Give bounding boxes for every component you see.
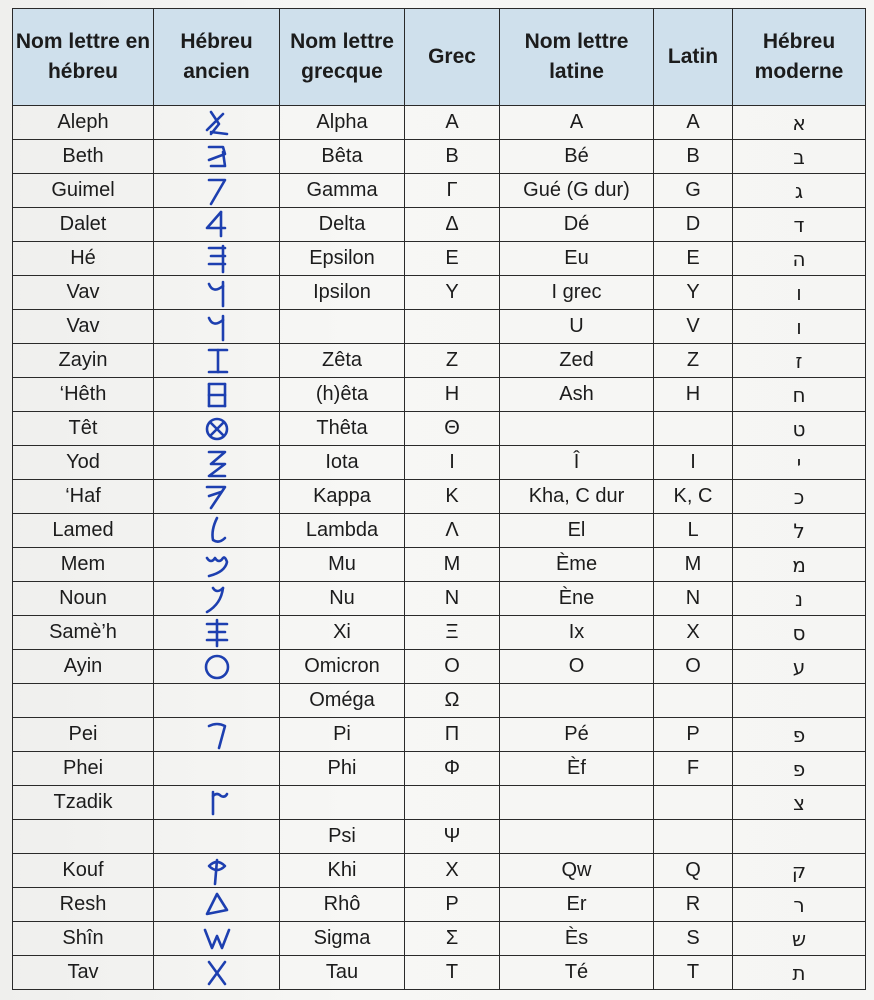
cell-modern-hebrew: ל (733, 514, 866, 548)
cell-greek: Η (405, 378, 500, 412)
cell-greek-name: Epsilon (280, 242, 405, 276)
cell-greek-name: Nu (280, 582, 405, 616)
cell-hebrew-name: Yod (13, 446, 154, 480)
header-latin: Latin (654, 9, 733, 106)
cell-hebrew-name: Samè’h (13, 616, 154, 650)
tav-glyph-icon (154, 958, 279, 988)
table-row (13, 412, 866, 446)
cell-greek: Υ (405, 276, 500, 310)
cell-hebrew-name: Guimel (13, 174, 154, 208)
cell-greek-name: Delta (280, 208, 405, 242)
cell-greek-name: Xi (280, 616, 405, 650)
cell-greek-name (280, 310, 405, 344)
aleph-glyph-icon (154, 108, 279, 138)
cell-hebrew-name: Hé (13, 242, 154, 276)
cell-latin: B (654, 140, 733, 174)
cell-latin-name (500, 412, 654, 446)
header-row (13, 9, 866, 106)
kouf-glyph-icon (154, 856, 279, 886)
cell-ancient-hebrew (154, 888, 280, 922)
cell-modern-hebrew: נ (733, 582, 866, 616)
cell-modern-hebrew: פ (733, 718, 866, 752)
cell-greek-name: Ipsilon (280, 276, 405, 310)
cell-greek-name: Pi (280, 718, 405, 752)
cell-greek: Ω (405, 684, 500, 718)
cell-ancient-hebrew (154, 718, 280, 752)
header-modern-hebrew: Hébreu moderne (733, 9, 866, 106)
cell-modern-hebrew: ה (733, 242, 866, 276)
cell-ancient-hebrew (154, 446, 280, 480)
cell-greek: Ψ (405, 820, 500, 854)
cell-modern-hebrew: ו (733, 276, 866, 310)
cell-ancient-hebrew (154, 378, 280, 412)
cell-ancient-hebrew (154, 514, 280, 548)
cell-latin-name: U (500, 310, 654, 344)
table-row (13, 208, 866, 242)
cell-latin-name: El (500, 514, 654, 548)
cell-modern-hebrew: ש (733, 922, 866, 956)
cell-hebrew-name: Pei (13, 718, 154, 752)
cell-modern-hebrew: ק (733, 854, 866, 888)
cell-ancient-hebrew (154, 242, 280, 276)
cell-latin (654, 684, 733, 718)
ayin-glyph-icon (154, 652, 279, 682)
cell-greek-name: Gamma (280, 174, 405, 208)
cell-modern-hebrew: ג (733, 174, 866, 208)
table-row (13, 888, 866, 922)
cell-modern-hebrew: ט (733, 412, 866, 446)
cell-latin: H (654, 378, 733, 412)
table-row (13, 548, 866, 582)
table-row (13, 106, 866, 140)
cell-ancient-hebrew (154, 412, 280, 446)
cell-latin: V (654, 310, 733, 344)
cell-hebrew-name: Lamed (13, 514, 154, 548)
cell-greek: Ξ (405, 616, 500, 650)
table-row (13, 752, 866, 786)
cell-latin-name: Qw (500, 854, 654, 888)
cell-ancient-hebrew (154, 854, 280, 888)
cell-greek-name: Phi (280, 752, 405, 786)
cell-latin-name: Té (500, 956, 654, 990)
table-row (13, 446, 866, 480)
cell-hebrew-name: Kouf (13, 854, 154, 888)
cell-latin-name: Ème (500, 548, 654, 582)
table-row (13, 786, 866, 820)
cell-hebrew-name: Aleph (13, 106, 154, 140)
cell-hebrew-name: Vav (13, 310, 154, 344)
cell-hebrew-name: Vav (13, 276, 154, 310)
cell-latin-name: Dé (500, 208, 654, 242)
cell-modern-hebrew: ע (733, 650, 866, 684)
cell-latin-name: Ès (500, 922, 654, 956)
cell-modern-hebrew (733, 684, 866, 718)
cell-modern-hebrew: ת (733, 956, 866, 990)
cell-latin: L (654, 514, 733, 548)
cell-ancient-hebrew (154, 820, 280, 854)
cell-greek-name: Kappa (280, 480, 405, 514)
cell-greek (405, 786, 500, 820)
cell-hebrew-name: Têt (13, 412, 154, 446)
cell-greek-name: Lambda (280, 514, 405, 548)
table-row (13, 956, 866, 990)
cell-greek: Π (405, 718, 500, 752)
vav-glyph-icon (154, 312, 279, 342)
cell-latin-name: Î (500, 446, 654, 480)
table-row (13, 276, 866, 310)
cell-greek: Λ (405, 514, 500, 548)
cell-latin-name: Pé (500, 718, 654, 752)
haf-glyph-icon (154, 482, 279, 512)
cell-modern-hebrew: ו (733, 310, 866, 344)
cell-greek-name: Rhô (280, 888, 405, 922)
alphabet-table (12, 8, 866, 990)
cell-greek-name: Bêta (280, 140, 405, 174)
cell-hebrew-name: Mem (13, 548, 154, 582)
cell-latin: R (654, 888, 733, 922)
cell-latin-name: Eu (500, 242, 654, 276)
cell-latin: O (654, 650, 733, 684)
header-hebrew-name: Nom lettre en hébreu (13, 9, 154, 106)
cell-greek: Κ (405, 480, 500, 514)
table-row (13, 140, 866, 174)
cell-greek: Φ (405, 752, 500, 786)
cell-latin: Z (654, 344, 733, 378)
dalet-glyph-icon (154, 210, 279, 240)
cell-greek: Ζ (405, 344, 500, 378)
cell-latin: S (654, 922, 733, 956)
cell-modern-hebrew: ס (733, 616, 866, 650)
tet-glyph-icon (154, 414, 279, 444)
samekh-glyph-icon (154, 618, 279, 648)
cell-latin-name: Ix (500, 616, 654, 650)
cell-latin-name: I grec (500, 276, 654, 310)
cell-hebrew-name (13, 820, 154, 854)
cell-hebrew-name: Ayin (13, 650, 154, 684)
cell-latin: F (654, 752, 733, 786)
cell-ancient-hebrew (154, 174, 280, 208)
cell-latin: T (654, 956, 733, 990)
table-row (13, 854, 866, 888)
cell-modern-hebrew: א (733, 106, 866, 140)
table-row (13, 514, 866, 548)
he-glyph-icon (154, 244, 279, 274)
lamed-glyph-icon (154, 516, 279, 546)
cell-modern-hebrew: מ (733, 548, 866, 582)
zayin-glyph-icon (154, 346, 279, 376)
cell-latin (654, 412, 733, 446)
table-row (13, 582, 866, 616)
cell-latin: N (654, 582, 733, 616)
cell-ancient-hebrew (154, 310, 280, 344)
cell-modern-hebrew: כ (733, 480, 866, 514)
header-greek-name: Nom lettre grecque (280, 9, 405, 106)
cell-greek: Α (405, 106, 500, 140)
table-row (13, 174, 866, 208)
cell-latin: Q (654, 854, 733, 888)
cell-hebrew-name: Phei (13, 752, 154, 786)
heth-glyph-icon (154, 380, 279, 410)
cell-ancient-hebrew (154, 752, 280, 786)
cell-latin-name: Gué (G dur) (500, 174, 654, 208)
cell-latin-name (500, 684, 654, 718)
cell-ancient-hebrew (154, 480, 280, 514)
beth-glyph-icon (154, 142, 279, 172)
cell-greek: Ν (405, 582, 500, 616)
cell-latin: D (654, 208, 733, 242)
cell-greek-name: Mu (280, 548, 405, 582)
cell-ancient-hebrew (154, 786, 280, 820)
cell-greek: Β (405, 140, 500, 174)
guimel-glyph-icon (154, 176, 279, 206)
cell-ancient-hebrew (154, 208, 280, 242)
cell-latin-name: Er (500, 888, 654, 922)
table-row (13, 616, 866, 650)
cell-latin: K, C (654, 480, 733, 514)
table-row (13, 922, 866, 956)
cell-ancient-hebrew (154, 344, 280, 378)
cell-greek: Ε (405, 242, 500, 276)
resh-glyph-icon (154, 890, 279, 920)
cell-modern-hebrew: ב (733, 140, 866, 174)
cell-latin-name: Bé (500, 140, 654, 174)
cell-greek: Σ (405, 922, 500, 956)
cell-hebrew-name: Tzadik (13, 786, 154, 820)
cell-greek: Δ (405, 208, 500, 242)
cell-greek: Θ (405, 412, 500, 446)
cell-hebrew-name: Beth (13, 140, 154, 174)
table-row (13, 820, 866, 854)
cell-greek-name: Sigma (280, 922, 405, 956)
cell-latin-name (500, 820, 654, 854)
cell-latin: P (654, 718, 733, 752)
cell-modern-hebrew: ח (733, 378, 866, 412)
cell-hebrew-name (13, 684, 154, 718)
cell-hebrew-name: ‘Hêth (13, 378, 154, 412)
vav-glyph-icon (154, 278, 279, 308)
cell-latin: E (654, 242, 733, 276)
cell-greek (405, 310, 500, 344)
cell-greek: Τ (405, 956, 500, 990)
mem-glyph-icon (154, 550, 279, 580)
cell-ancient-hebrew (154, 140, 280, 174)
header-ancient-hebrew: Hébreu ancien (154, 9, 280, 106)
cell-greek: Ο (405, 650, 500, 684)
cell-latin-name: Ash (500, 378, 654, 412)
cell-greek-name: Tau (280, 956, 405, 990)
cell-modern-hebrew: ד (733, 208, 866, 242)
cell-modern-hebrew: י (733, 446, 866, 480)
cell-latin-name (500, 786, 654, 820)
cell-modern-hebrew: פ (733, 752, 866, 786)
cell-ancient-hebrew (154, 106, 280, 140)
cell-hebrew-name: Dalet (13, 208, 154, 242)
cell-ancient-hebrew (154, 616, 280, 650)
cell-hebrew-name: Noun (13, 582, 154, 616)
yod-glyph-icon (154, 448, 279, 478)
cell-modern-hebrew: ר (733, 888, 866, 922)
cell-hebrew-name: Tav (13, 956, 154, 990)
cell-latin-name: A (500, 106, 654, 140)
cell-greek: Ρ (405, 888, 500, 922)
cell-latin: M (654, 548, 733, 582)
cell-greek: Γ (405, 174, 500, 208)
table-body (13, 106, 866, 990)
cell-greek-name: (h)êta (280, 378, 405, 412)
cell-ancient-hebrew (154, 922, 280, 956)
cell-modern-hebrew: צ (733, 786, 866, 820)
table-row (13, 378, 866, 412)
cell-latin-name: Ène (500, 582, 654, 616)
cell-greek-name: Alpha (280, 106, 405, 140)
table-row (13, 650, 866, 684)
cell-latin: G (654, 174, 733, 208)
table-row (13, 480, 866, 514)
cell-latin: X (654, 616, 733, 650)
cell-greek: Χ (405, 854, 500, 888)
cell-latin-name: Èf (500, 752, 654, 786)
cell-hebrew-name: Zayin (13, 344, 154, 378)
cell-latin-name: Zed (500, 344, 654, 378)
cell-ancient-hebrew (154, 548, 280, 582)
cell-greek: Ι (405, 446, 500, 480)
cell-latin-name: O (500, 650, 654, 684)
cell-ancient-hebrew (154, 684, 280, 718)
table-row (13, 310, 866, 344)
cell-greek-name: Psi (280, 820, 405, 854)
cell-modern-hebrew: ז (733, 344, 866, 378)
cell-greek-name: Omicron (280, 650, 405, 684)
noun-glyph-icon (154, 584, 279, 614)
cell-greek-name: Oméga (280, 684, 405, 718)
cell-greek-name: Khi (280, 854, 405, 888)
header-greek: Grec (405, 9, 500, 106)
cell-hebrew-name: ‘Haf (13, 480, 154, 514)
cell-greek-name: Iota (280, 446, 405, 480)
cell-greek-name: Thêta (280, 412, 405, 446)
table-row (13, 344, 866, 378)
cell-ancient-hebrew (154, 650, 280, 684)
table-row (13, 684, 866, 718)
cell-latin: I (654, 446, 733, 480)
header-latin-name: Nom lettre latine (500, 9, 654, 106)
shin-glyph-icon (154, 924, 279, 954)
cell-latin (654, 786, 733, 820)
cell-latin (654, 820, 733, 854)
cell-greek: Μ (405, 548, 500, 582)
table-row (13, 718, 866, 752)
cell-greek-name: Zêta (280, 344, 405, 378)
cell-latin-name: Kha, C dur (500, 480, 654, 514)
cell-ancient-hebrew (154, 276, 280, 310)
pei-glyph-icon (154, 720, 279, 750)
table-row (13, 242, 866, 276)
cell-greek-name (280, 786, 405, 820)
tzadik-glyph-icon (154, 788, 279, 818)
cell-latin: A (654, 106, 733, 140)
cell-modern-hebrew (733, 820, 866, 854)
cell-ancient-hebrew (154, 956, 280, 990)
cell-hebrew-name: Resh (13, 888, 154, 922)
cell-ancient-hebrew (154, 582, 280, 616)
cell-latin: Y (654, 276, 733, 310)
cell-hebrew-name: Shîn (13, 922, 154, 956)
